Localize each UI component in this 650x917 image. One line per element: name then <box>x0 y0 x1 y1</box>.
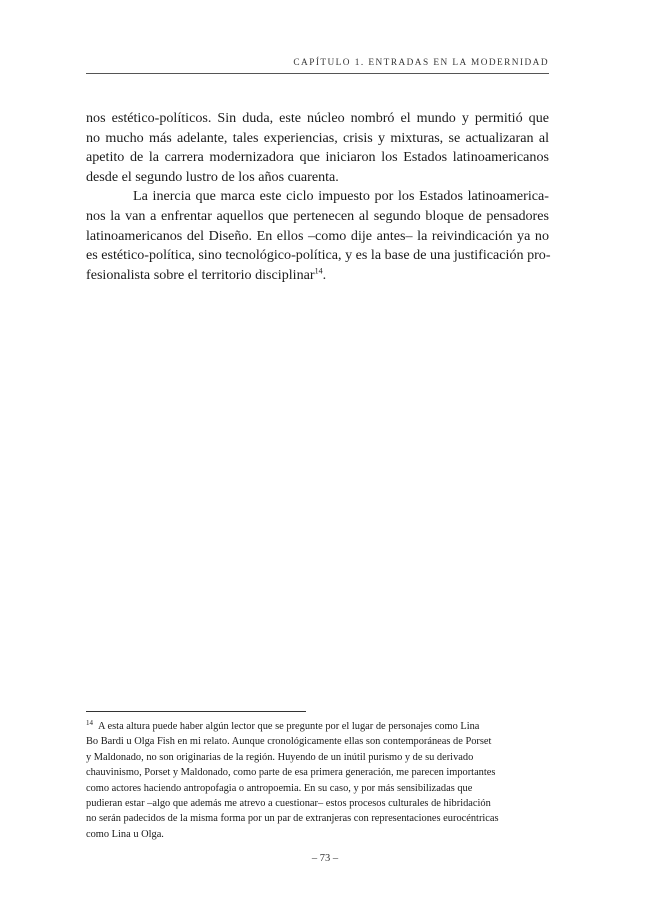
body-line: latinoamericanos del Diseño. En ellos –como dije antes– la reivindicación ya no <box>86 227 549 244</box>
body-line: no mucho más adelante, tales experiencias, crisis y mixturas, se actualizaran al <box>86 129 549 146</box>
footnote-line: como actores haciendo antropofagia o antropoemia. En su caso, y por más sensibilizadas que <box>86 782 473 794</box>
footnote-reference[interactable]: 14 <box>314 266 323 276</box>
footnote-line: pudieran estar –algo que además me atrevo a cuestionar– estos procesos culturales de hibridación <box>86 797 491 809</box>
footnote-line <box>86 719 549 734</box>
running-head: CAPÍTULO 1. ENTRADAS EN LA MODERNIDAD <box>293 58 549 68</box>
footnote-line: Bo Bardi u Olga Fish en mi relato. Aunque cronológicamente ellas son contemporáneas de Porset <box>86 736 492 748</box>
footnote-line: como Lina u Olga. <box>86 828 164 840</box>
header-rule <box>86 73 549 74</box>
footnote-line: chauvinismo, Porset y Maldonado, como parte de esa primera generación, me parecen importantes <box>86 767 496 779</box>
footnote-line: no serán padecidos de la misma forma por un par de extranjeras con representaciones eurocéntricas <box>86 813 499 825</box>
footnote-line: y Maldonado, no son originarias de la región. Huyendo de un inútil purismo y de su derivado <box>86 751 474 763</box>
body-line: apetito de la carrera modernizadora que iniciaron los Estados latinoamericanos <box>86 149 549 166</box>
body-line-final <box>86 266 549 286</box>
footnote-rule <box>86 711 306 712</box>
body-line: es estético-política, sino tecnológico-política, y es la base de una justificación pro- <box>86 247 551 264</box>
footnote-line-text: A esta altura puede haber algún lector que se pregunte por el lugar de personajes como Lina <box>98 721 480 732</box>
body-line: nos estético-políticos. Sin duda, este núcleo nombró el mundo y permitió que <box>86 110 549 126</box>
page-number: – 73 – <box>311 853 339 864</box>
footnote <box>86 719 549 842</box>
footnote-number: 14 <box>86 718 93 727</box>
end-punctuation: . <box>322 266 327 283</box>
body-line: desde el segundo lustro de los años cuarenta. <box>86 168 339 185</box>
body-line: nos la van a enfrentar aquellos que pertenecen al segundo bloque de pensadores <box>86 207 549 224</box>
body-text <box>86 109 549 285</box>
body-line: La inercia que marca este ciclo impuesto por los Estados latinoamerica- <box>133 188 549 205</box>
body-line-text: fesionalista sobre el territorio disciplinar <box>86 266 315 283</box>
